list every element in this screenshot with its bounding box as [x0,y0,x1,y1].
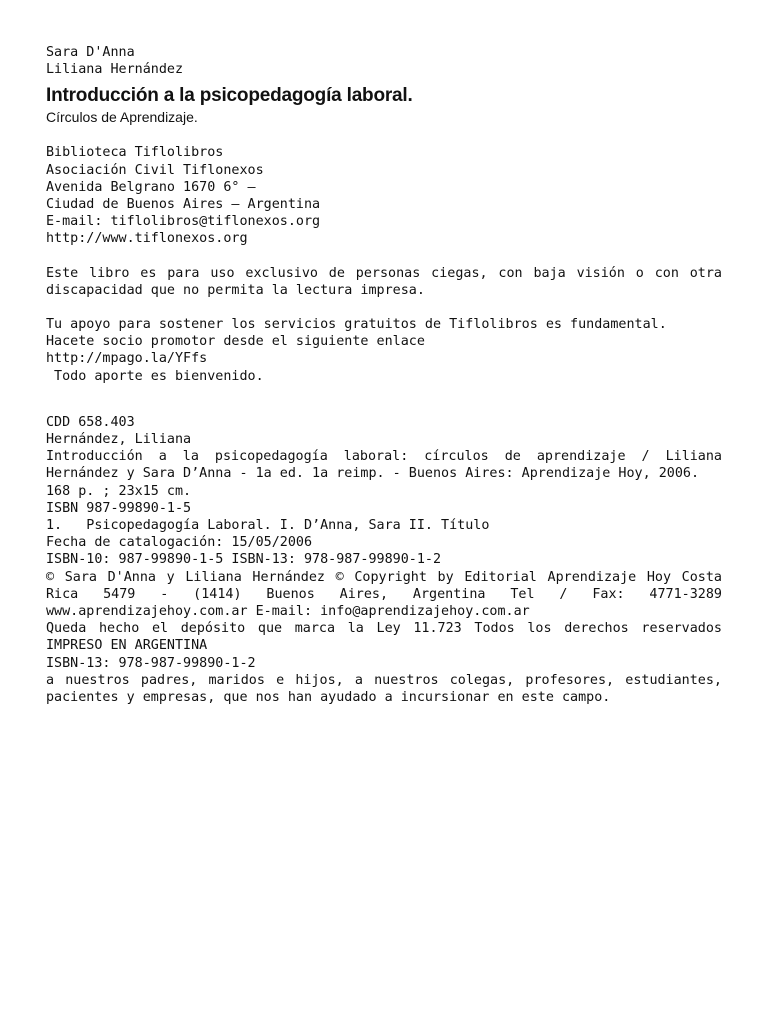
catalog-date: Fecha de catalogación: 15/05/2006 [46,535,313,551]
catalog-pages: 168 p. ; 23x15 cm. [46,483,192,499]
dedication: a nuestros padres, maridos e hijos, a nuestros colegas, profesores, estudiantes, pacientes y empresas, que nos han ayudado a incursionar en este campo. [46,672,722,706]
library-info [46,144,722,247]
catalog-isbns: ISBN-10: 987-99890-1-5 ISBN-13: 978-987-99890-1-2 [46,552,442,568]
section-spacer [46,385,722,414]
catalog-author: Hernández, Liliana [46,432,192,448]
library-line: Ciudad de Buenos Aires — Argentina [46,197,321,213]
catalog-record [46,414,722,706]
document-page [46,44,722,706]
catalog-subjects: 1. Psicopedagogía Laboral. I. D’Anna, Sara II. Título [46,518,490,534]
catalog-description: Introducción a la psicopedagogía laboral: círculos de aprendizaje / Liliana Hernández y Sara D’Anna - 1a ed. 1a reimp. - Buenos Aires: Aprendizaje Hoy, 2006. [46,449,722,482]
catalog-isbn: ISBN 987-99890-1-5 [46,500,192,516]
catalog-cdd: CDD 658.403 [46,414,135,430]
book-title: Introducción a la psicopedagogía laboral. [46,85,413,107]
book-subtitle: Círculos de Aprendizaje. [46,109,198,126]
support-line: Todo aporte es bienvenido. [46,368,264,384]
support-paragraph: Tu apoyo para sostener los servicios gratuitos de Tiflolibros es fundamental. [46,317,667,333]
author-name: Liliana Hernández [46,62,184,78]
catalog-isbn13: ISBN-13: 978-987-99890-1-2 [46,655,256,671]
support-section [46,316,722,385]
usage-notice: Este libro es para uso exclusivo de personas ciegas, con baja visión o con otra discapacidad que no permita la lectura impresa. [46,265,722,298]
library-line: Biblioteca Tiflolibros [46,145,224,161]
library-line: Avenida Belgrano 1670 6° — [46,179,256,195]
library-line: E-mail: tiflolibros@tiflonexos.org [46,214,321,230]
catalog-copyright: © Sara D'Anna y Liliana Hernández © Copyright by Editorial Aprendizaje Hoy Costa Rica 5479 - (1414) Buenos Aires, Argentina Tel / Fax: 4771-3289 www.aprendizajehoy.com.ar E-mail: info@aprendizajehoy.com.ar [46,569,722,620]
support-line: Hacete socio promotor desde el siguiente enlace [46,334,425,350]
catalog-deposit: Queda hecho el depósito que marca la Ley 11.723 Todos los derechos reservados IMPRESO EN ARGENTINA [46,621,722,654]
author-list [46,44,722,78]
library-line: http://www.tiflonexos.org [46,231,248,247]
support-line: http://mpago.la/YFfs [46,351,208,367]
author-name: Sara D'Anna [46,45,135,60]
library-line: Asociación Civil Tiflonexos [46,162,264,178]
